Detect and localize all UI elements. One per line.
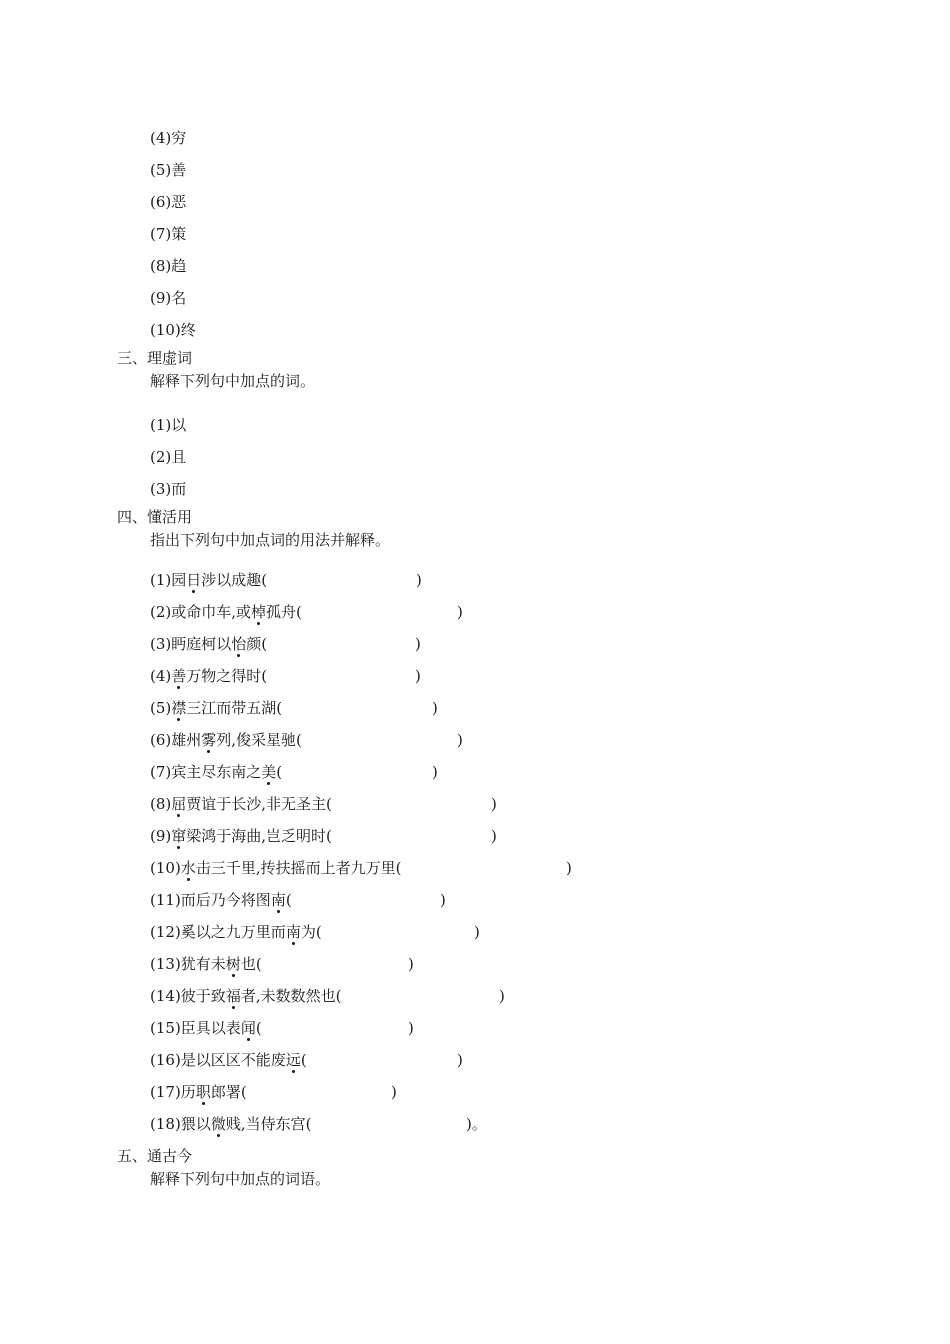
exercise-item [150, 858, 590, 878]
list-item [150, 160, 186, 180]
item-word: 穷 [171, 129, 187, 147]
sentence-post: 颜( [246, 635, 268, 653]
item-number: (7) [150, 225, 172, 243]
sentence-post: 列,俊采星驰( [216, 731, 302, 749]
sentence-pre: 而后乃今将图 [180, 891, 271, 909]
list-item [150, 192, 186, 212]
exercise-item [150, 1114, 500, 1134]
item-number: (16) [150, 1051, 181, 1069]
dotted-word: 屈 [171, 795, 187, 813]
answer-blank-close: ) [408, 1019, 414, 1037]
sentence-pre: 是以区区不能废 [180, 1051, 286, 1069]
list-item [150, 288, 186, 308]
sentence-post: 万物之得时( [186, 667, 268, 685]
item-number: (5) [150, 161, 172, 179]
list-item [150, 447, 186, 467]
sentence-post: ( [300, 1051, 307, 1069]
exercise-item [150, 954, 440, 974]
list-item [150, 256, 186, 276]
item-number: (5) [150, 699, 172, 717]
item-number: (9) [150, 289, 172, 307]
answer-blank-close: ) [440, 891, 446, 909]
item-number: (18) [150, 1115, 181, 1133]
item-number: (8) [150, 257, 172, 275]
dotted-word: 南 [270, 891, 286, 909]
item-number: (17) [150, 1083, 181, 1101]
dotted-word: 树 [225, 955, 241, 973]
sentence-pre: 历 [180, 1083, 196, 1101]
exercise-item [150, 1018, 440, 1038]
dotted-word: 美 [261, 763, 277, 781]
item-number: (8) [150, 795, 172, 813]
item-word: 名 [171, 289, 187, 307]
section-instruction: 指出下列句中加点词的用法并解释。 [150, 531, 391, 549]
dotted-word: 襟 [171, 699, 187, 717]
list-item [150, 128, 186, 148]
sentence-post: 者,未数数然也( [240, 987, 342, 1005]
answer-blank-close: ) [499, 987, 505, 1005]
answer-blank-close: ) [432, 699, 438, 717]
list-item [150, 224, 186, 244]
exercise-item [150, 986, 530, 1006]
answer-blank-close: ) [491, 795, 497, 813]
sentence-post: 也( [240, 955, 262, 973]
item-number: (3) [150, 635, 172, 653]
item-word: 趋 [171, 257, 187, 275]
sentence-post: 击三千里,抟扶摇而上者九万里( [195, 859, 402, 877]
exercise-item [150, 698, 460, 718]
item-word: 而 [171, 480, 187, 498]
answer-blank-close: ) [391, 1083, 397, 1101]
sentence-pre: 或命巾车,或 [171, 603, 252, 621]
item-word: 以 [171, 416, 187, 434]
exercise-item [150, 1050, 490, 1070]
item-word: 策 [171, 225, 187, 243]
dotted-word: 福 [225, 987, 241, 1005]
dotted-word: 水 [180, 859, 196, 877]
item-number: (6) [150, 193, 172, 211]
answer-blank-close: )。 [466, 1115, 487, 1133]
section-heading: 三、理虚词 [117, 349, 193, 367]
sentence-pre: 宾主尽东南之 [171, 763, 262, 781]
sentence-post: 涉以成趣( [201, 571, 268, 589]
exercise-item [150, 890, 470, 910]
item-number: (3) [150, 480, 172, 498]
answer-blank-close: ) [491, 827, 497, 845]
exercise-item [150, 922, 500, 942]
dotted-word: 雾 [201, 731, 217, 749]
sentence-post: 郎署( [210, 1083, 247, 1101]
item-number: (10) [150, 859, 181, 877]
sentence-pre: 彼于致 [180, 987, 226, 1005]
item-number: (11) [150, 891, 181, 909]
dotted-word: 日 [186, 571, 202, 589]
sentence-pre: 奚以之九万里而 [180, 923, 286, 941]
sentence-post: ( [285, 891, 292, 909]
sentence-pre: 猥以 [180, 1115, 211, 1133]
answer-blank-close: ) [566, 859, 572, 877]
exercise-item [150, 730, 480, 750]
sentence-post: 贱,当侍东宫( [225, 1115, 312, 1133]
item-word: 善 [171, 161, 187, 179]
item-word: 且 [171, 448, 187, 466]
section-instruction: 解释下列句中加点的词语。 [150, 1170, 331, 1188]
item-number: (2) [150, 603, 172, 621]
list-item [150, 415, 186, 435]
dotted-word: 棹 [251, 603, 267, 621]
sentence-pre: 犹有未 [180, 955, 226, 973]
sentence-post: 三江而带五湖( [186, 699, 283, 717]
item-word: 恶 [171, 193, 187, 211]
dotted-word: 怡 [231, 635, 247, 653]
answer-blank-close: ) [415, 635, 421, 653]
answer-blank-close: ) [408, 955, 414, 973]
sentence-post: 为( [300, 923, 322, 941]
exercise-item [150, 602, 480, 622]
answer-blank-close: ) [416, 571, 422, 589]
item-number: (12) [150, 923, 181, 941]
item-number: (1) [150, 571, 172, 589]
section-heading: 四、懂活用 [117, 508, 193, 526]
sentence-pre: 园 [171, 571, 187, 589]
exercise-item [150, 794, 520, 814]
sentence-post: 孤舟( [266, 603, 302, 621]
sentence-post: 梁鸿于海曲,岂乏明时( [186, 827, 332, 845]
item-number: (7) [150, 763, 172, 781]
sentence-post: 贾谊于长沙,非无圣主( [186, 795, 332, 813]
dotted-word: 闻 [240, 1019, 256, 1037]
item-number: (14) [150, 987, 181, 1005]
item-number: (6) [150, 731, 172, 749]
answer-blank-close: ) [415, 667, 421, 685]
item-number: (2) [150, 448, 172, 466]
dotted-word: 窜 [171, 827, 187, 845]
dotted-word: 职 [195, 1083, 211, 1101]
item-number: (15) [150, 1019, 181, 1037]
section-heading: 五、通古今 [117, 1147, 193, 1165]
sentence-pre: 臣具以表 [180, 1019, 241, 1037]
answer-blank-close: ) [457, 603, 463, 621]
answer-blank-close: ) [457, 731, 463, 749]
dotted-word: 南 [285, 923, 301, 941]
list-item [150, 320, 196, 340]
item-word: 终 [180, 321, 196, 339]
answer-blank-close: ) [474, 923, 480, 941]
item-number: (4) [150, 667, 172, 685]
exercise-item [150, 762, 460, 782]
sentence-post: ( [276, 763, 283, 781]
item-number: (10) [150, 321, 181, 339]
exercise-item [150, 1082, 420, 1102]
exercise-item [150, 634, 440, 654]
answer-blank-close: ) [457, 1051, 463, 1069]
answer-blank-close: ) [432, 763, 438, 781]
dotted-word: 远 [285, 1051, 301, 1069]
dotted-word: 善 [171, 667, 187, 685]
item-number: (1) [150, 416, 172, 434]
exercise-item [150, 666, 440, 686]
section-instruction: 解释下列句中加点的词。 [150, 372, 316, 390]
sentence-post: ( [255, 1019, 262, 1037]
list-item [150, 479, 186, 499]
item-number: (4) [150, 129, 172, 147]
dotted-word: 微 [210, 1115, 226, 1133]
item-number: (9) [150, 827, 172, 845]
exercise-item [150, 826, 520, 846]
exercise-item [150, 570, 440, 590]
sentence-pre: 雄州 [171, 731, 202, 749]
sentence-pre: 眄庭柯以 [171, 635, 232, 653]
item-number: (13) [150, 955, 181, 973]
